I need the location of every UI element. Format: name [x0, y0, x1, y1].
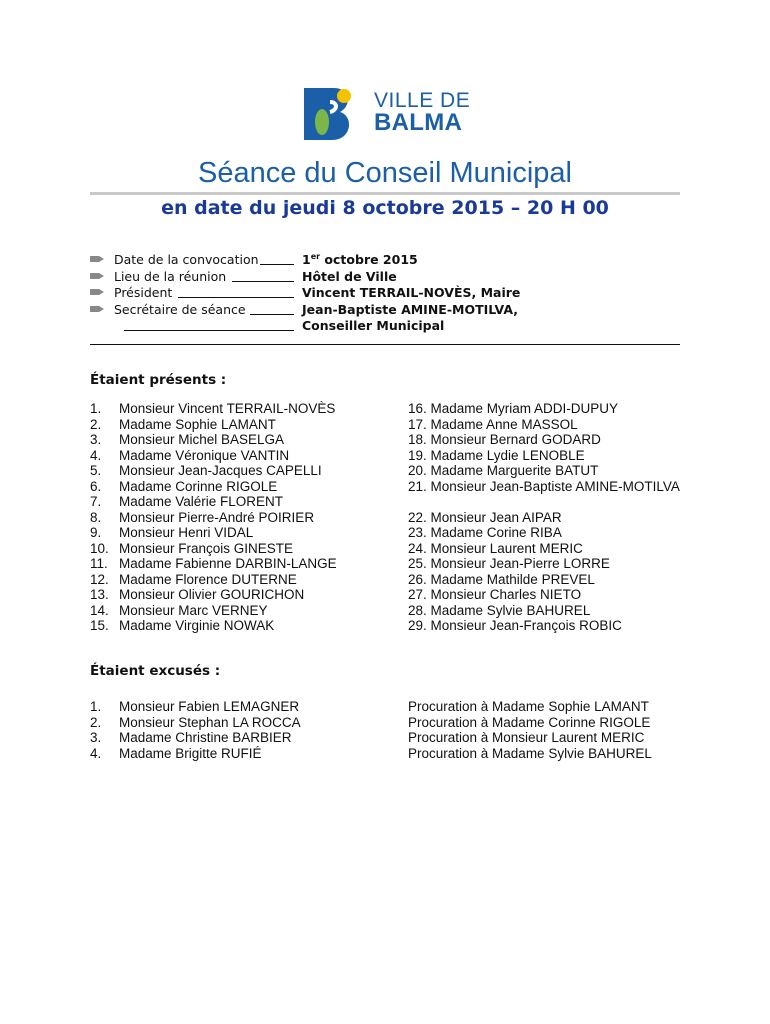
list-item [408, 525, 688, 541]
member-name: Monsieur Jean-Jacques CAPELLI [119, 463, 322, 478]
member-name: 25. Monsieur Jean-Pierre LORRE [408, 556, 610, 571]
item-number: 10. [90, 540, 109, 556]
convocation-value: 1er octobre 2015 [302, 252, 418, 267]
member-name: Madame Christine BARBIER [119, 730, 292, 745]
item-number: 1. [90, 699, 102, 714]
member-name: Monsieur Marc VERNEY [119, 602, 268, 618]
item-number: 8. [90, 509, 102, 525]
member-name: 17. Madame Anne MASSOL [408, 416, 578, 432]
convocation-label: Date de la convocation [114, 252, 259, 267]
list-item [90, 587, 400, 603]
procurations-list [408, 699, 652, 761]
section-divider [90, 344, 680, 345]
member-name: 22. Monsieur Jean AIPAR [408, 509, 562, 525]
item-number: 3. [90, 432, 102, 447]
member-name: Monsieur Fabien LEMAGNER [119, 699, 300, 714]
page-subtitle: en date du jeudi 8 octobre 2015 – 20 H 00 [161, 197, 609, 219]
list-item [408, 463, 688, 479]
member-name: 26. Madame Mathilde PREVEL [408, 571, 595, 587]
list-item [90, 541, 400, 557]
list-item [90, 525, 400, 541]
item-number: 4. [90, 447, 102, 463]
list-item [90, 699, 400, 715]
member-name: Madame Virginie NOWAK [119, 618, 275, 633]
list-item [408, 556, 688, 572]
info-row-lieu [90, 269, 680, 286]
leader-line [260, 264, 294, 265]
leader-line [232, 281, 294, 282]
leader-line [250, 314, 294, 315]
presents-list-right [408, 401, 688, 634]
list-item [408, 401, 688, 417]
procuration-text: Procuration à Madame Sophie LAMANT [408, 699, 649, 714]
procuration-text: Procuration à Monsieur Laurent MERIC [408, 730, 645, 745]
member-name: 23. Madame Corine RIBA [408, 525, 562, 540]
member-name: Madame Véronique VANTIN [119, 447, 290, 463]
member-name: Monsieur Henri VIDAL [119, 525, 254, 540]
list-item [90, 494, 400, 510]
item-number: 2. [90, 714, 102, 730]
leader-line [178, 297, 294, 298]
pointing-hand-icon [90, 272, 104, 280]
member-name: Madame Brigitte RUFIÉ [119, 745, 262, 761]
item-number: 4. [90, 745, 102, 761]
presents-heading: Étaient présents : [90, 372, 227, 388]
item-number: 13. [90, 587, 109, 602]
excuses-heading: Étaient excusés : [90, 663, 221, 679]
list-item [90, 510, 400, 526]
page-title: Séance du Conseil Municipal [198, 157, 572, 189]
info-row-president [90, 285, 680, 302]
member-name: Madame Fabienne DARBIN-LANGE [119, 556, 337, 571]
list-item [408, 587, 688, 603]
member-name: Madame Sophie LAMANT [119, 416, 276, 432]
member-name: 24. Monsieur Laurent MERIC [408, 540, 583, 556]
logo-line2: BALMA [374, 109, 463, 136]
list-item [90, 730, 400, 746]
list-item [408, 572, 688, 588]
member-name: Monsieur François GINESTE [119, 540, 294, 556]
list-item [408, 510, 688, 526]
procuration-text: Procuration à Madame Corinne RIGOLE [408, 714, 651, 730]
presents-list-left [90, 401, 400, 634]
pointing-hand-icon [90, 288, 104, 296]
list-item [90, 479, 400, 495]
list-item [408, 603, 688, 619]
logo-line1: VILLE DE [374, 89, 471, 112]
lieu-value: Hôtel de Ville [302, 268, 397, 284]
item-number: 2. [90, 416, 102, 432]
member-name: Monsieur Pierre-André POIRIER [119, 509, 315, 525]
list-item [90, 572, 400, 588]
member-name: 20. Madame Marguerite BATUT [408, 463, 599, 478]
list-item [408, 448, 688, 464]
item-number: 15. [90, 618, 109, 633]
info-row-secretaire [90, 302, 680, 319]
president-value: Vincent TERRAIL-NOVÈS, Maire [302, 285, 521, 300]
procuration-text: Procuration à Madame Sylvie BAHUREL [408, 745, 652, 761]
list-item [408, 541, 688, 557]
title-divider [90, 192, 680, 195]
president-label: Président [114, 285, 173, 300]
meeting-info [90, 252, 680, 335]
member-name: 28. Madame Sylvie BAHUREL [408, 602, 591, 618]
member-name: Madame Corinne RIGOLE [119, 478, 278, 494]
list-item [408, 479, 688, 510]
pointing-hand-icon [90, 255, 104, 263]
member-name: Monsieur Michel BASELGA [119, 432, 285, 447]
list-item [90, 463, 400, 479]
list-item [408, 618, 688, 634]
item-number: 6. [90, 478, 102, 494]
list-item [90, 556, 400, 572]
member-name: 27. Monsieur Charles NIETO [408, 587, 582, 602]
list-item [90, 603, 400, 619]
list-item [408, 432, 688, 448]
member-name: Monsieur Vincent TERRAIL-NOVÈS [119, 401, 336, 416]
member-name: Madame Valérie FLORENT [119, 494, 284, 509]
secretaire-value: Jean-Baptiste AMINE-MOTILVA, [302, 301, 518, 317]
list-item [90, 746, 400, 762]
excuses-list [90, 699, 400, 761]
secretaire-value-2: Conseiller Municipal [302, 318, 445, 333]
item-number: 5. [90, 463, 102, 478]
balma-logo-icon [300, 84, 360, 144]
item-number: 12. [90, 571, 109, 587]
leader-line [124, 330, 294, 331]
member-name: 16. Madame Myriam ADDI-DUPUY [408, 401, 619, 416]
list-item [90, 618, 400, 634]
member-name: Monsieur Stephan LA ROCCA [119, 714, 301, 730]
list-item [90, 401, 400, 417]
member-name: 19. Madame Lydie LENOBLE [408, 447, 585, 463]
item-number: 9. [90, 525, 102, 540]
info-row-convocation [90, 252, 680, 269]
member-name: Madame Florence DUTERNE [119, 571, 297, 587]
list-item [90, 715, 400, 731]
list-item [90, 417, 400, 433]
item-number: 7. [90, 494, 102, 509]
member-name: 21. Monsieur Jean-Baptiste AMINE-MOTILVA [408, 478, 680, 494]
item-number: 3. [90, 730, 102, 745]
list-item [90, 432, 400, 448]
city-logo [300, 84, 480, 144]
member-name: 18. Monsieur Bernard GODARD [408, 432, 601, 447]
lieu-label: Lieu de la réunion [114, 268, 227, 284]
secretaire-label: Secrétaire de séance [114, 301, 246, 317]
item-number: 11. [90, 556, 108, 571]
item-number: 14. [90, 602, 109, 618]
logo-wordmark [374, 90, 470, 134]
item-number: 1. [90, 401, 102, 416]
pointing-hand-icon [90, 305, 104, 313]
list-item [90, 448, 400, 464]
info-row-secretaire-2 [90, 318, 680, 335]
member-name: Monsieur Olivier GOURICHON [119, 587, 305, 602]
member-name: 29. Monsieur Jean-François ROBIC [408, 618, 622, 633]
list-item [408, 417, 688, 433]
